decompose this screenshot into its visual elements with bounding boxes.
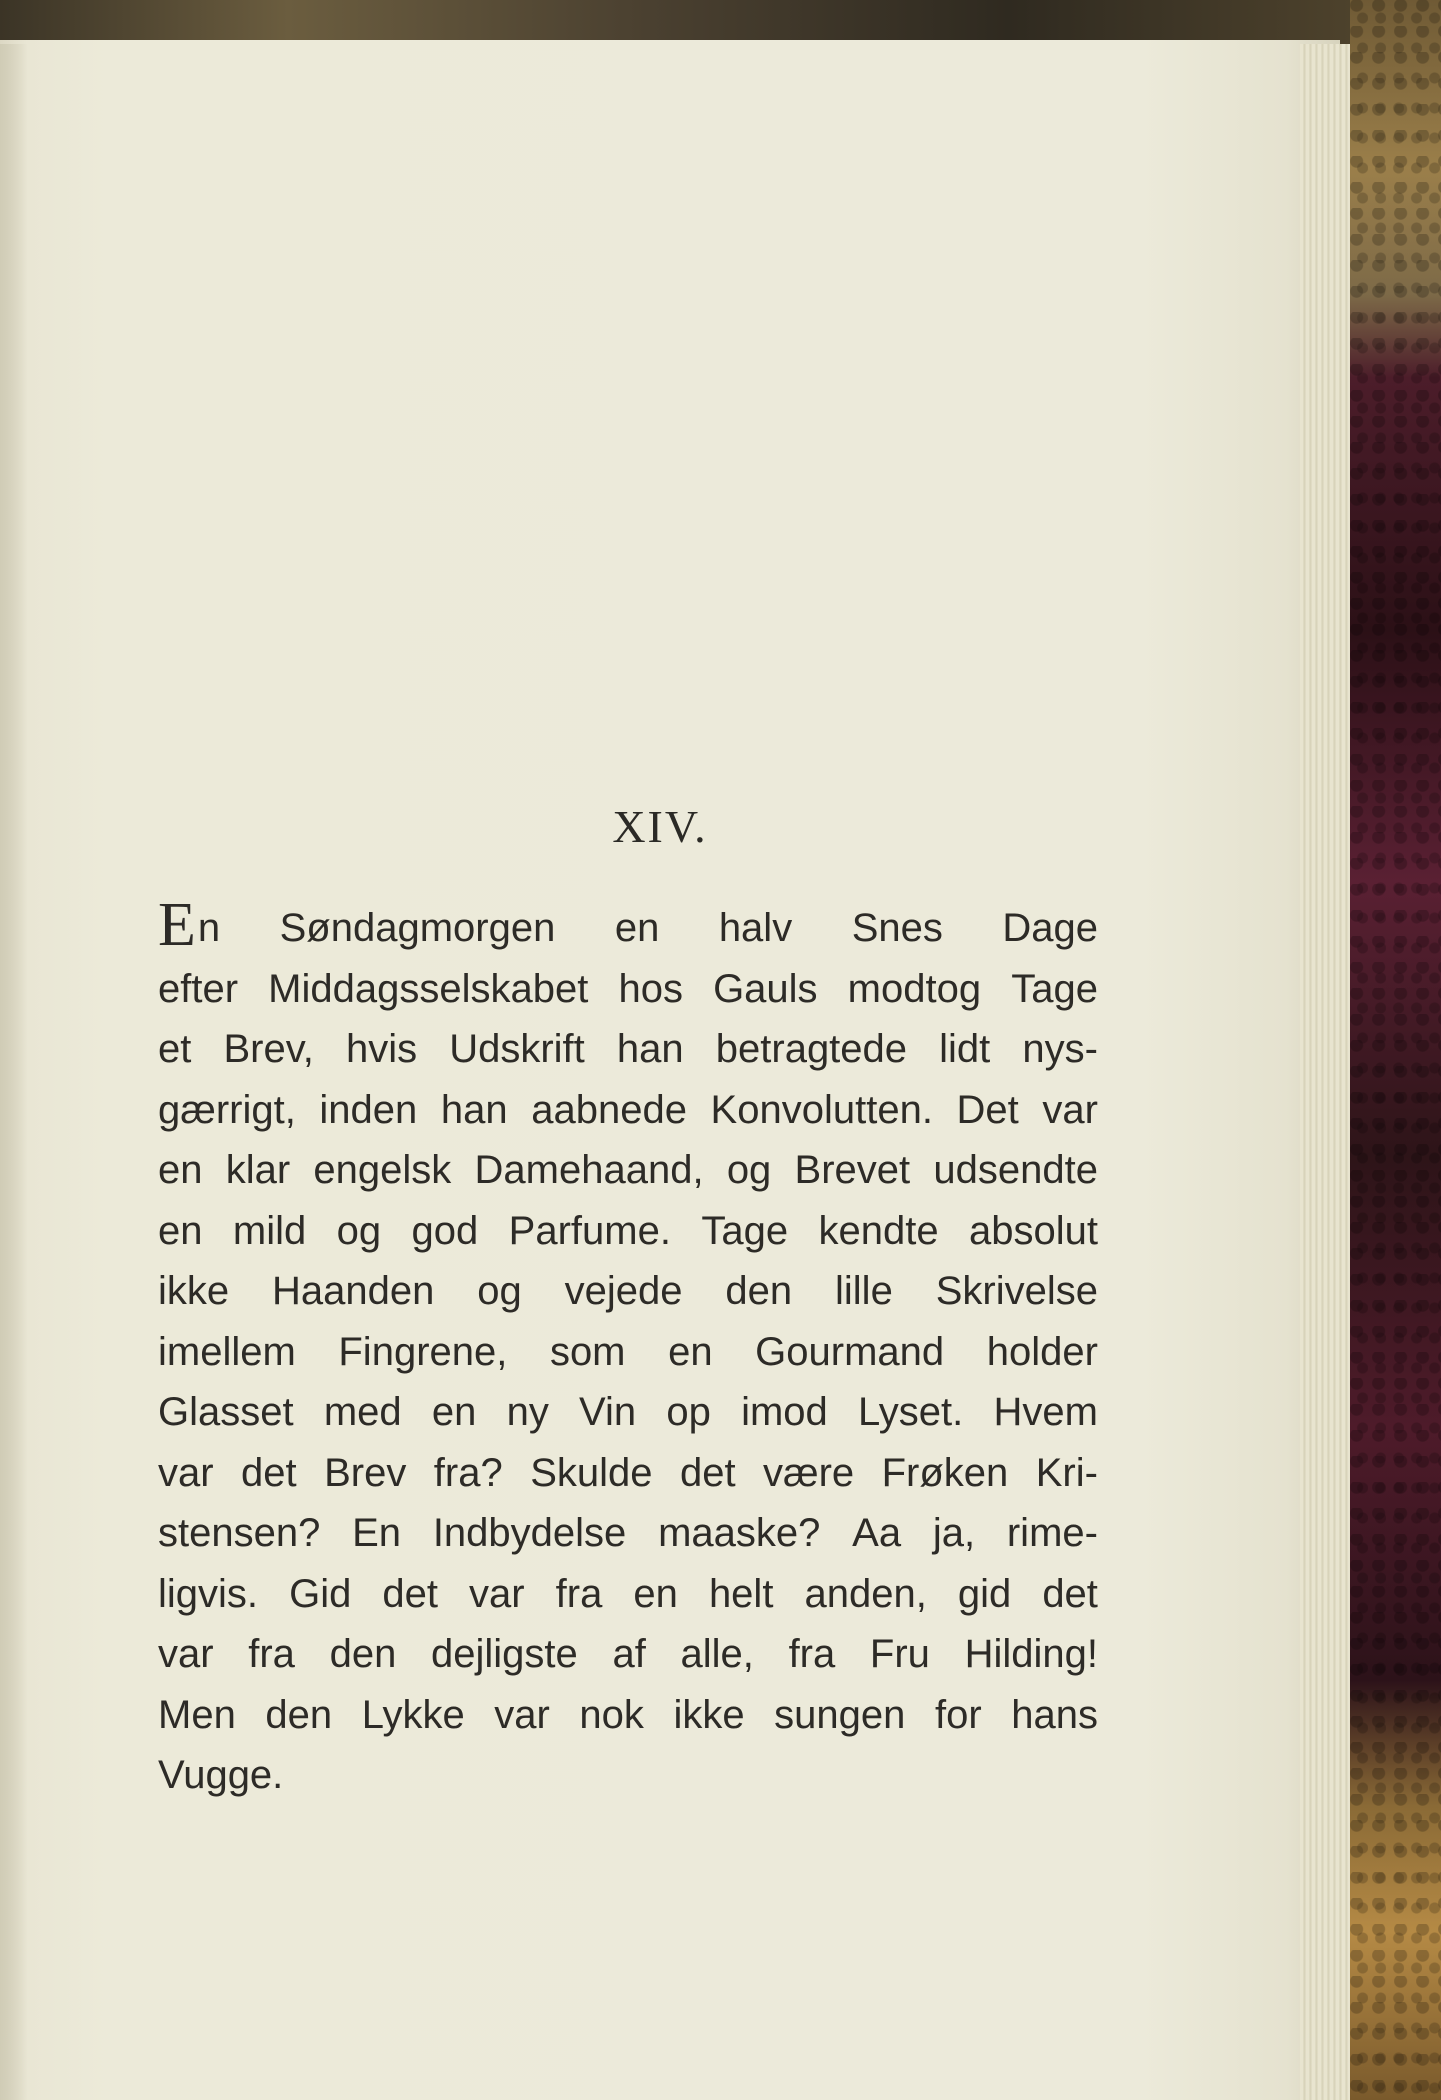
word: Glasset — [158, 1390, 294, 1434]
word: Lyset. — [858, 1390, 964, 1434]
word: den — [725, 1269, 793, 1313]
text-line — [158, 1685, 1098, 1746]
book-top-edge — [0, 0, 1441, 44]
word: Udskrift — [449, 1027, 585, 1071]
word: og — [477, 1269, 522, 1313]
text-line — [158, 891, 1098, 959]
word: anden, — [804, 1571, 927, 1616]
word: Vugge. — [158, 1753, 284, 1797]
word: og — [726, 1148, 772, 1192]
word: Haanden — [272, 1269, 435, 1313]
word: lidt — [939, 1027, 991, 1071]
text-line — [158, 1382, 1098, 1443]
word: Snes — [851, 906, 943, 950]
text-line — [158, 1201, 1098, 1262]
text-line — [158, 1322, 1098, 1383]
word: imod — [741, 1390, 828, 1434]
word: hvis — [345, 1027, 418, 1071]
text-line — [158, 1261, 1098, 1322]
word: Fru — [869, 1632, 930, 1676]
word: det — [1042, 1571, 1098, 1616]
word: den — [265, 1692, 333, 1737]
word: ikke — [158, 1269, 230, 1313]
chapter-number: XIV. — [612, 801, 708, 852]
word: det — [679, 1450, 736, 1495]
word: mild — [232, 1208, 307, 1253]
word: fra — [248, 1632, 295, 1676]
word: for — [934, 1692, 982, 1737]
word: Det — [956, 1087, 1019, 1132]
word: fra — [555, 1571, 603, 1616]
word: inden — [319, 1087, 418, 1132]
word: var — [158, 1632, 214, 1676]
word: gid — [957, 1571, 1012, 1616]
text-line — [158, 1080, 1098, 1141]
text-line — [158, 1443, 1098, 1504]
word: den — [329, 1632, 397, 1676]
word: Skulde — [530, 1450, 653, 1495]
word: Brev, — [223, 1027, 314, 1071]
word: En — [352, 1511, 402, 1555]
text-line — [158, 1564, 1098, 1625]
word: det — [382, 1571, 438, 1616]
word: aabnede — [531, 1087, 687, 1132]
word: halv — [718, 906, 793, 950]
word: Vin — [579, 1390, 637, 1434]
word: ja, — [932, 1511, 976, 1555]
word: Kri- — [1035, 1450, 1098, 1495]
word: ligvis. — [158, 1571, 259, 1616]
word: være — [763, 1450, 855, 1495]
word: han — [440, 1087, 508, 1132]
word: fra — [788, 1632, 836, 1676]
drop-cap: E — [158, 891, 196, 959]
word: Konvolutten. — [710, 1087, 933, 1132]
word: af — [612, 1632, 646, 1676]
word: efter — [158, 966, 239, 1011]
word: Skrivelse — [935, 1269, 1098, 1313]
word: en — [633, 1571, 678, 1616]
text-line — [158, 1745, 1098, 1806]
word: Søndagmorgen — [279, 906, 556, 950]
chapter-paragraph — [158, 891, 1098, 1806]
word: Frøken — [881, 1450, 1009, 1495]
word: Parfume. — [508, 1208, 671, 1253]
word: klar — [225, 1148, 291, 1192]
word: Brevet — [794, 1148, 911, 1192]
word: vejede — [564, 1269, 683, 1313]
word: Lykke — [361, 1692, 465, 1737]
word: absolut — [968, 1208, 1098, 1253]
word: alle, — [680, 1632, 754, 1676]
word: en — [614, 906, 660, 950]
word: Gid — [289, 1571, 352, 1616]
word: med — [323, 1390, 402, 1434]
word: maaske? — [658, 1511, 821, 1555]
word: Hilding! — [964, 1632, 1098, 1676]
word: op — [666, 1390, 711, 1434]
word: lille — [835, 1269, 893, 1313]
word: engelsk — [313, 1148, 452, 1192]
word: en — [158, 1148, 203, 1192]
word: det — [241, 1450, 297, 1495]
word: helt — [708, 1571, 774, 1616]
word: hos — [618, 966, 683, 1011]
text-line — [158, 1140, 1098, 1201]
word: Damehaand, — [474, 1148, 704, 1192]
word: Tage — [701, 1208, 789, 1253]
word: hans — [1011, 1692, 1098, 1737]
word: Gauls — [713, 966, 818, 1011]
page-stack-edges — [1300, 44, 1350, 2100]
word: En — [158, 891, 221, 959]
text-line — [158, 1019, 1098, 1080]
word: som — [549, 1329, 626, 1374]
marbled-cover-texture — [1350, 0, 1441, 2100]
word: ikke — [673, 1692, 745, 1737]
word: kendte — [818, 1208, 939, 1253]
word: stensen? — [158, 1511, 321, 1555]
word: modtog — [847, 966, 982, 1011]
word: Hvem — [993, 1390, 1098, 1434]
word: en — [668, 1329, 713, 1374]
word: var — [469, 1571, 525, 1616]
word: gærrigt, — [158, 1087, 296, 1132]
word: god — [411, 1208, 479, 1253]
word: Gourmand — [755, 1329, 945, 1374]
word: Tage — [1011, 966, 1098, 1011]
word: udsendte — [933, 1148, 1098, 1192]
word: sungen — [774, 1692, 906, 1737]
word: Indbydelse — [432, 1511, 627, 1555]
word: og — [336, 1208, 382, 1253]
text-line — [158, 1624, 1098, 1685]
word: var — [494, 1692, 550, 1737]
word: betragtede — [715, 1027, 908, 1071]
word: rime- — [1006, 1511, 1098, 1555]
word: fra? — [433, 1450, 503, 1495]
word: var — [1042, 1087, 1098, 1132]
word: en — [431, 1390, 477, 1434]
word: ny — [506, 1390, 549, 1434]
word: Dage — [1002, 906, 1098, 950]
word: Middagsselskabet — [268, 966, 589, 1011]
word: et — [158, 1027, 192, 1071]
word: Fingrene, — [338, 1329, 508, 1374]
word: en — [158, 1208, 203, 1253]
text-line — [158, 959, 1098, 1020]
word: Men — [158, 1692, 236, 1737]
word: dejligste — [431, 1632, 578, 1676]
word: holder — [986, 1329, 1098, 1374]
word: nys- — [1022, 1027, 1098, 1071]
page-gutter-shadow — [0, 44, 28, 2100]
word: imellem — [158, 1329, 296, 1374]
text-line — [158, 1503, 1098, 1564]
word: Brev — [324, 1450, 407, 1495]
word: han — [616, 1027, 684, 1071]
word: var — [158, 1450, 214, 1495]
word: nok — [579, 1692, 644, 1737]
word: Aa — [852, 1511, 902, 1555]
